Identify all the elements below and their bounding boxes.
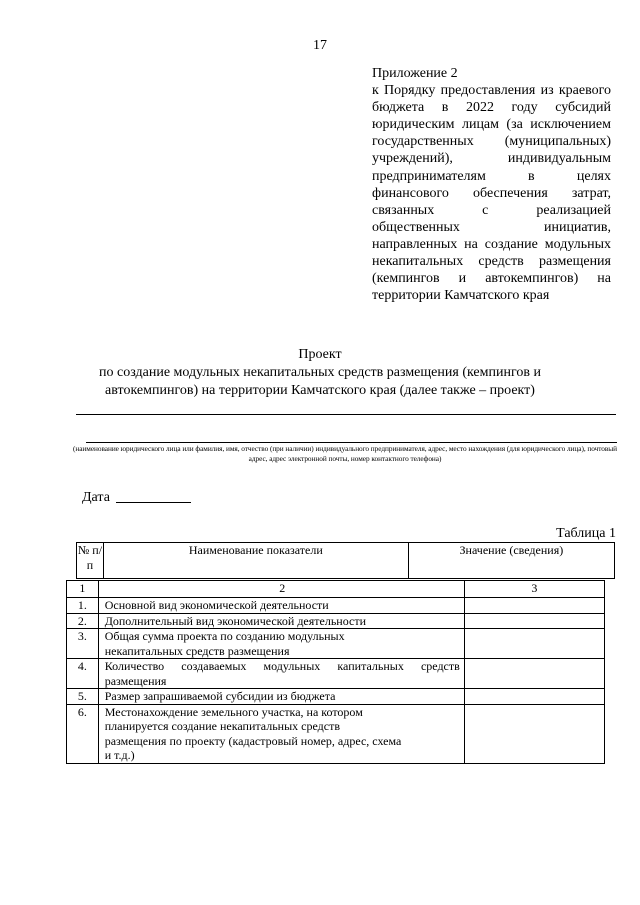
appendix-block [372,65,611,304]
applicant-details-line [86,442,617,443]
table-row [67,629,605,659]
row-value [464,613,604,629]
row-value [464,629,604,659]
row-value [464,598,604,614]
column-number-row [67,581,605,598]
row-number: 3. [67,629,99,659]
project-heading: Проект [298,347,342,362]
table-row [67,659,605,689]
date-field [82,488,191,506]
table-row [67,704,605,763]
row-name: Дополнительный вид экономической деятельности [98,613,464,629]
project-heading-block [0,346,640,400]
appendix-text: к Порядку предоставления из краевого бюджета в 2022 году субсидий юридическим лицам (за исключением государственных (муниципальных) учреждений), индивидуальным предпринимателям в целях финансового обеспечения затрат, связанных с реализацией общественных инициатив, направленных на создание модульных некапитальных средств размещения (кемпингов и автокемпингов) на территории Камчатского края [372,83,611,304]
row-number: 2. [67,613,99,629]
row-name: Количество создаваемых модульных капитальных средств размещения [98,659,464,689]
table-row [67,689,605,705]
project-subtitle: по создание модульных некапитальных средств размещения (кемпингов и автокемпингов) на территории Камчатского края (далее также – проект) [99,365,541,398]
row-value [464,659,604,689]
row-value [464,704,604,763]
table-header [76,542,615,579]
row-value [464,689,604,705]
applicant-caption: (наименование юридического лица или фамилия, имя, отчество (при наличии) индивидуального предпринимателя, адрес, место нахождения (для юридического лица), почтовый адрес, адрес электронной почты, номер контактного телефона) [73,444,617,463]
date-blank [116,488,191,503]
applicant-name-line [76,414,616,415]
appendix-title: Приложение 2 [372,66,458,81]
row-number: 4. [67,659,99,689]
row-number: 1. [67,598,99,614]
row-number: 6. [67,704,99,763]
header-value: Значение (сведения) [408,543,614,579]
colnum-3: 3 [464,581,604,598]
table-row [67,613,605,629]
row-number: 5. [67,689,99,705]
colnum-1: 1 [67,581,99,598]
header-name: Наименование показатели [103,543,408,579]
row-name: Размер запрашиваемой субсидии из бюджета [98,689,464,705]
row-name: Местонахождение земельного участка, на котором планируется создание некапитальных средств размещения по проекту (кадастровый номер, адрес, схема и т.д.) [98,704,464,763]
colnum-2: 2 [98,581,464,598]
header-number: № п/п [77,543,104,579]
row-name: Общая сумма проекта по созданию модульных некапитальных средств размещения [98,629,464,659]
indicators-table [66,580,605,764]
date-label: Дата [82,490,110,505]
row-name: Основной вид экономической деятельности [98,598,464,614]
page-number: 17 [313,38,327,53]
table-caption: Таблица 1 [556,526,616,541]
table-row [67,598,605,614]
